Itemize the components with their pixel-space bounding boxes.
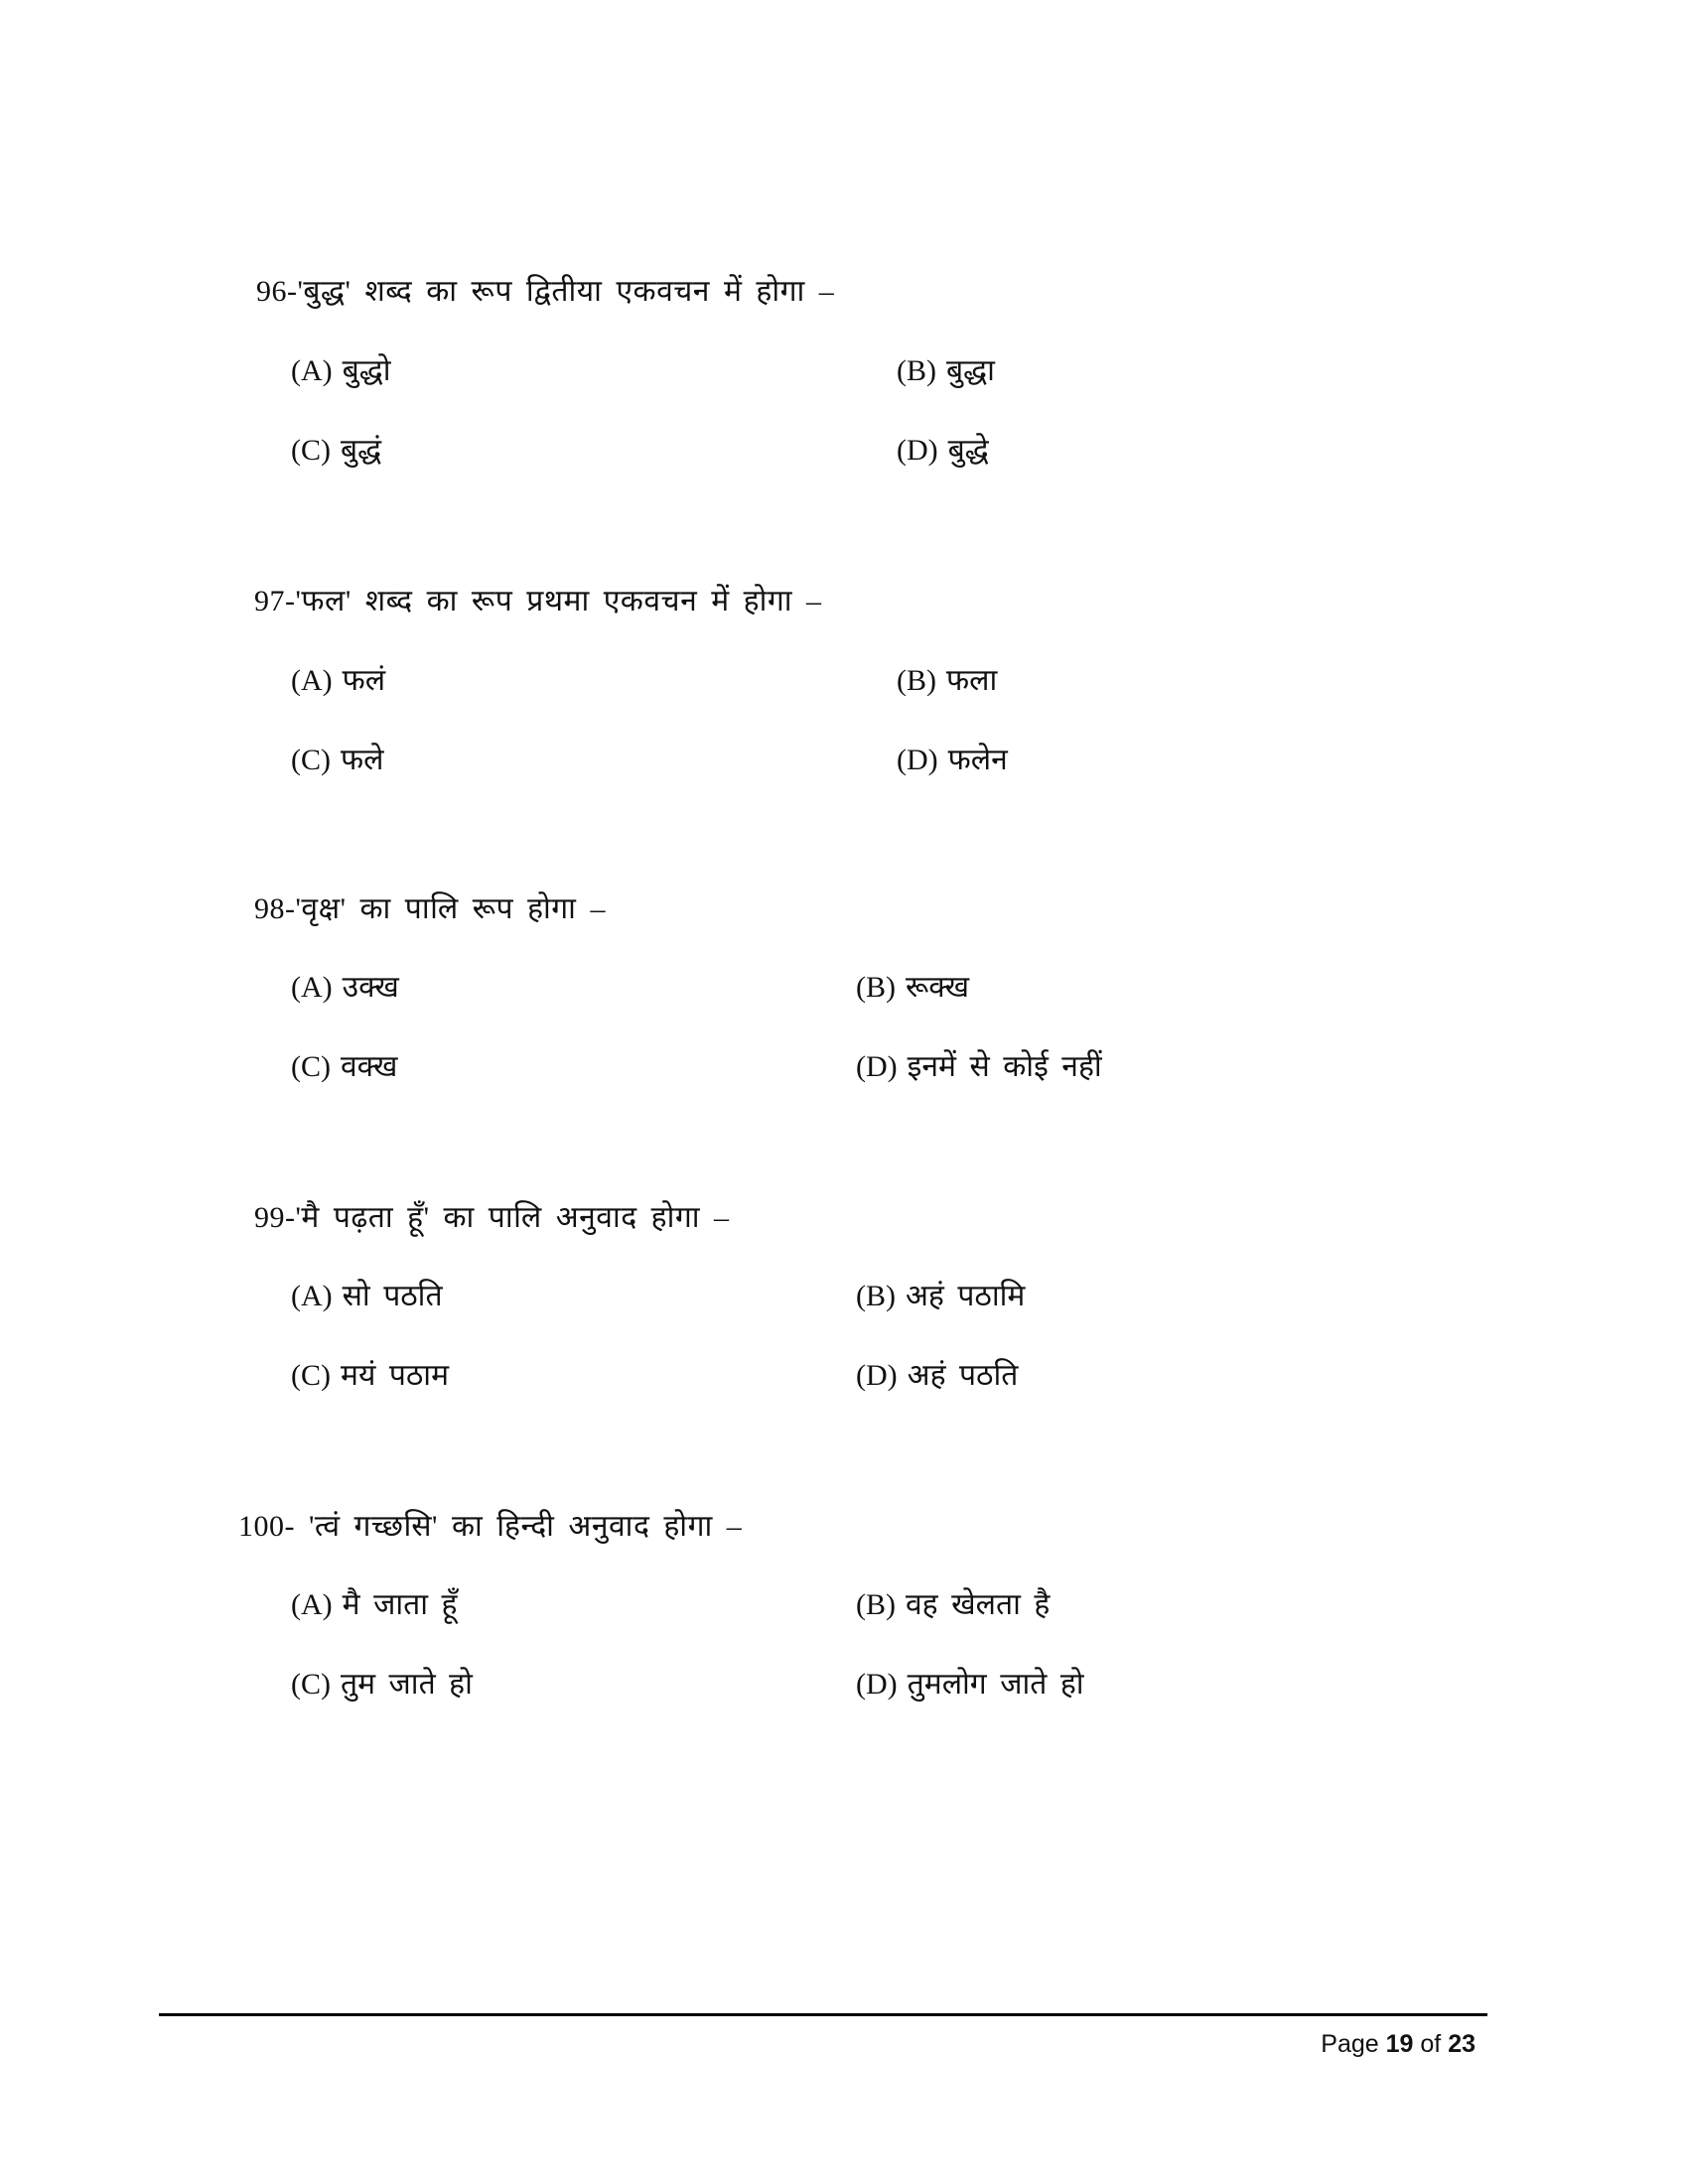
option-b bbox=[856, 1587, 1050, 1623]
option-label: (A) bbox=[291, 971, 333, 1004]
option-label: (D) bbox=[897, 744, 938, 776]
option-a bbox=[291, 353, 391, 389]
option-label: (D) bbox=[856, 1359, 898, 1392]
option-label: (A) bbox=[291, 1280, 333, 1312]
option-label: (C) bbox=[291, 1359, 331, 1392]
option-label: (A) bbox=[291, 354, 333, 387]
option-c bbox=[291, 1358, 449, 1394]
option-text: मै जाता हूँ bbox=[342, 1588, 458, 1621]
option-b bbox=[897, 663, 997, 699]
question-text bbox=[238, 1509, 742, 1545]
option-text: मयं पठाम bbox=[341, 1359, 450, 1392]
option-d bbox=[856, 1049, 1102, 1085]
option-label: (B) bbox=[856, 1588, 896, 1621]
option-c bbox=[291, 743, 383, 778]
option-text: सो पठति bbox=[342, 1280, 443, 1312]
option-c bbox=[291, 1667, 473, 1703]
option-label: (D) bbox=[897, 434, 938, 467]
question-stem: 'बुद्ध' शब्द का रूप द्वितीया एकवचन में होगा – bbox=[297, 275, 835, 308]
option-label: (C) bbox=[291, 1050, 331, 1083]
option-text: अहं पठति bbox=[907, 1359, 1019, 1392]
option-text: उक्ख bbox=[342, 971, 399, 1004]
question-number: 97- bbox=[254, 585, 296, 617]
question-stem: 'मै पढ़ता हूँ' का पालि अनुवाद होगा – bbox=[295, 1201, 730, 1234]
option-d bbox=[856, 1358, 1018, 1394]
option-label: (D) bbox=[856, 1050, 898, 1083]
option-label: (C) bbox=[291, 434, 331, 467]
option-b bbox=[856, 970, 969, 1006]
option-a bbox=[291, 970, 399, 1006]
option-b bbox=[897, 353, 995, 389]
option-c bbox=[291, 433, 381, 469]
question-text bbox=[256, 274, 834, 310]
option-label: (B) bbox=[897, 354, 936, 387]
question-stem: 'फल' शब्द का रूप प्रथमा एकवचन में होगा – bbox=[295, 585, 822, 617]
page-number bbox=[1321, 2029, 1476, 2059]
option-b bbox=[856, 1279, 1025, 1314]
option-d bbox=[897, 743, 1008, 778]
option-text: बुद्धो bbox=[342, 354, 391, 387]
option-label: (C) bbox=[291, 744, 331, 776]
option-d bbox=[897, 433, 989, 469]
option-text: फलेन bbox=[947, 744, 1008, 776]
question-number: 98- bbox=[254, 892, 296, 925]
option-label: (B) bbox=[897, 664, 936, 697]
total-pages: 23 bbox=[1448, 2030, 1476, 2058]
question-stem: 'त्वं गच्छसि' का हिन्दी अनुवाद होगा – bbox=[309, 1510, 743, 1543]
question-text bbox=[254, 1200, 730, 1236]
footer-divider bbox=[159, 2013, 1487, 2016]
question-number: 96- bbox=[256, 275, 298, 308]
option-a bbox=[291, 663, 385, 699]
question-text bbox=[254, 891, 606, 927]
option-label: (A) bbox=[291, 664, 333, 697]
option-label: (B) bbox=[856, 971, 896, 1004]
option-label: (A) bbox=[291, 1588, 333, 1621]
option-a bbox=[291, 1587, 457, 1623]
option-text: बुद्धे bbox=[947, 434, 989, 467]
question-number: 99- bbox=[254, 1201, 296, 1234]
question-text bbox=[254, 584, 822, 619]
option-label: (B) bbox=[856, 1280, 896, 1312]
option-text: फला bbox=[946, 664, 998, 697]
option-a bbox=[291, 1279, 443, 1314]
option-d bbox=[856, 1667, 1084, 1703]
option-c bbox=[291, 1049, 397, 1085]
option-text: रूक्ख bbox=[906, 971, 970, 1004]
option-text: अहं पठामि bbox=[906, 1280, 1026, 1312]
option-text: फलं bbox=[342, 664, 386, 697]
option-text: इनमें से कोई नहीं bbox=[907, 1050, 1102, 1083]
question-number: 100- bbox=[238, 1510, 295, 1543]
option-label: (D) bbox=[856, 1668, 898, 1701]
option-text: तुम जाते हो bbox=[341, 1668, 473, 1701]
option-text: फले bbox=[341, 744, 384, 776]
question-stem: 'वृक्ष' का पालि रूप होगा – bbox=[295, 892, 606, 925]
option-text: तुमलोग जाते हो bbox=[907, 1668, 1084, 1701]
page-word: Page bbox=[1321, 2030, 1379, 2058]
of-word: of bbox=[1420, 2030, 1442, 2058]
option-text: वह खेलता है bbox=[906, 1588, 1051, 1621]
current-page: 19 bbox=[1385, 2030, 1414, 2058]
option-text: बुद्धं bbox=[341, 434, 382, 467]
option-label: (C) bbox=[291, 1668, 331, 1701]
option-text: बुद्धा bbox=[946, 354, 995, 387]
option-text: वक्ख bbox=[341, 1050, 398, 1083]
